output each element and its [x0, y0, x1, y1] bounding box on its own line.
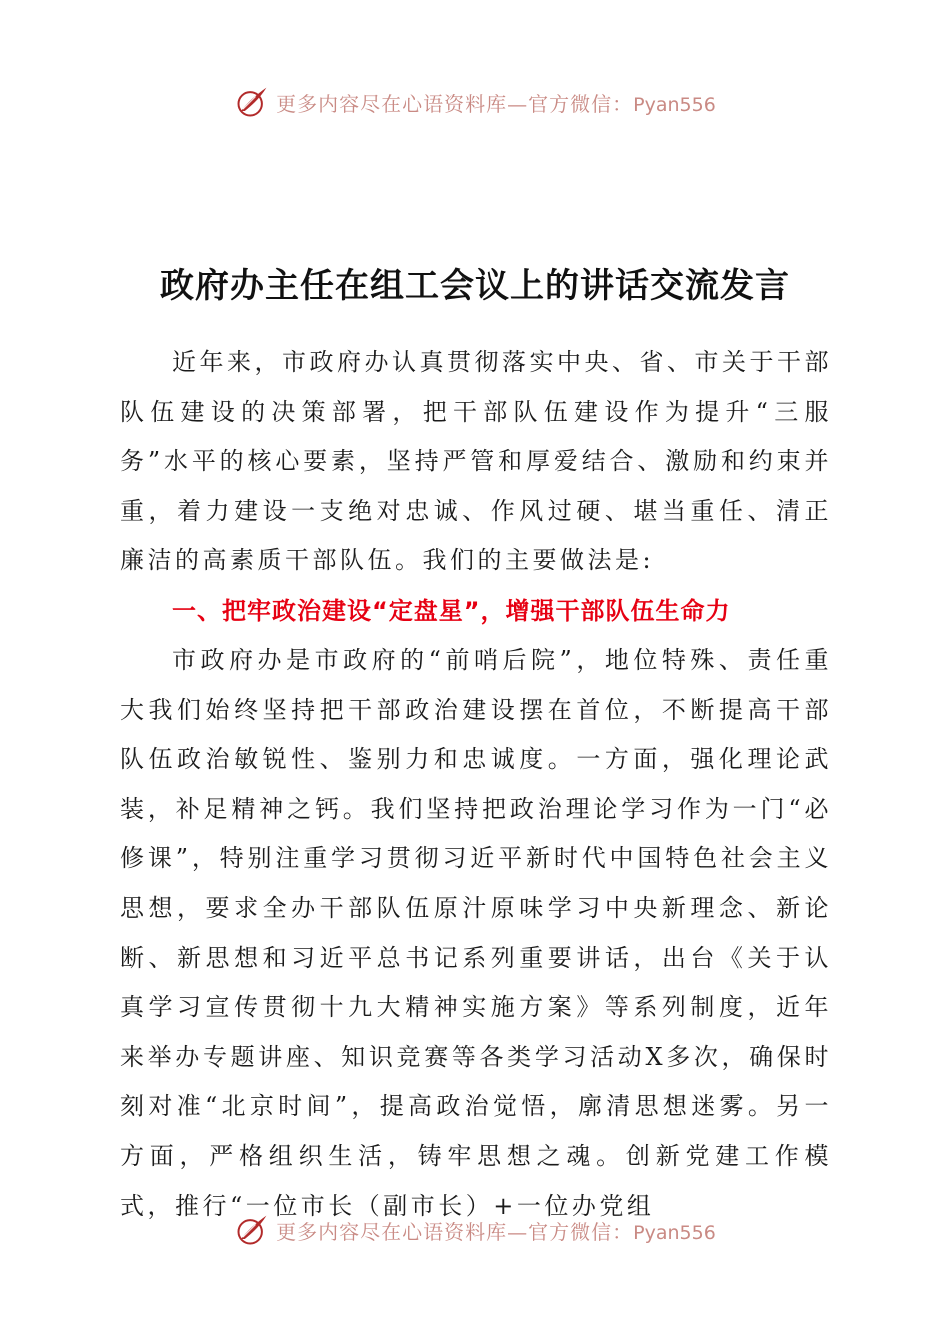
quill-pen-logo-icon: [234, 84, 270, 120]
watermark-text: 更多内容尽在心语资料库—官方微信：Pyan556: [276, 91, 716, 116]
document-title: 政府办主任在组工会议上的讲话交流发言: [160, 266, 790, 306]
watermark-footer: [0, 1210, 950, 1250]
quill-pen-logo-icon: [234, 1212, 270, 1248]
intro-paragraph: 近年来，市政府办认真贯彻落实中央、省、市关于干部队伍建设的决策部署，把干部队伍建设作为提升“三服务”水平的核心要素，坚持严管和厚爱结合、激励和约束并重，着力建设一支绝对忠诚、作风过硬、堪当重任、清正廉洁的高素质干部队伍。我们的主要做法是:: [120, 348, 832, 575]
section-heading: 一、把牢政治建设“定盘星”，增强干部队伍生命力: [172, 597, 731, 625]
watermark-text: 更多内容尽在心语资料库—官方微信：Pyan556: [276, 1219, 716, 1244]
watermark-header: [0, 82, 950, 122]
section-paragraph: 市政府办是市政府的“前哨后院”，地位特殊、责任重大我们始终坚持把干部政治建设摆在首位，不断提高干部队伍政治敏锐性、鉴别力和忠诚度。一方面，强化理论武装，补足精神之钙。我们坚持把政治理论学习作为一门“必修课”，特别注重学习贯彻习近平新时代中国特色社会主义思想，要求全办干部队伍原汁原味学习中央新理念、新论断、新思想和习近平总书记系列重要讲话，出台《关于认真学习宣传贯彻十九大精神实施方案》等系列制度，近年来举办专题讲座、知识竞赛等各类学习活动X多次，确保时刻对准“北京时间”，提高政治觉悟，廓清思想迷雾。另一方面，严格组织生活，铸牢思想之魂。创新党建工作模式，推行“一位市长（副市长）+一位办党组: [120, 646, 832, 1220]
